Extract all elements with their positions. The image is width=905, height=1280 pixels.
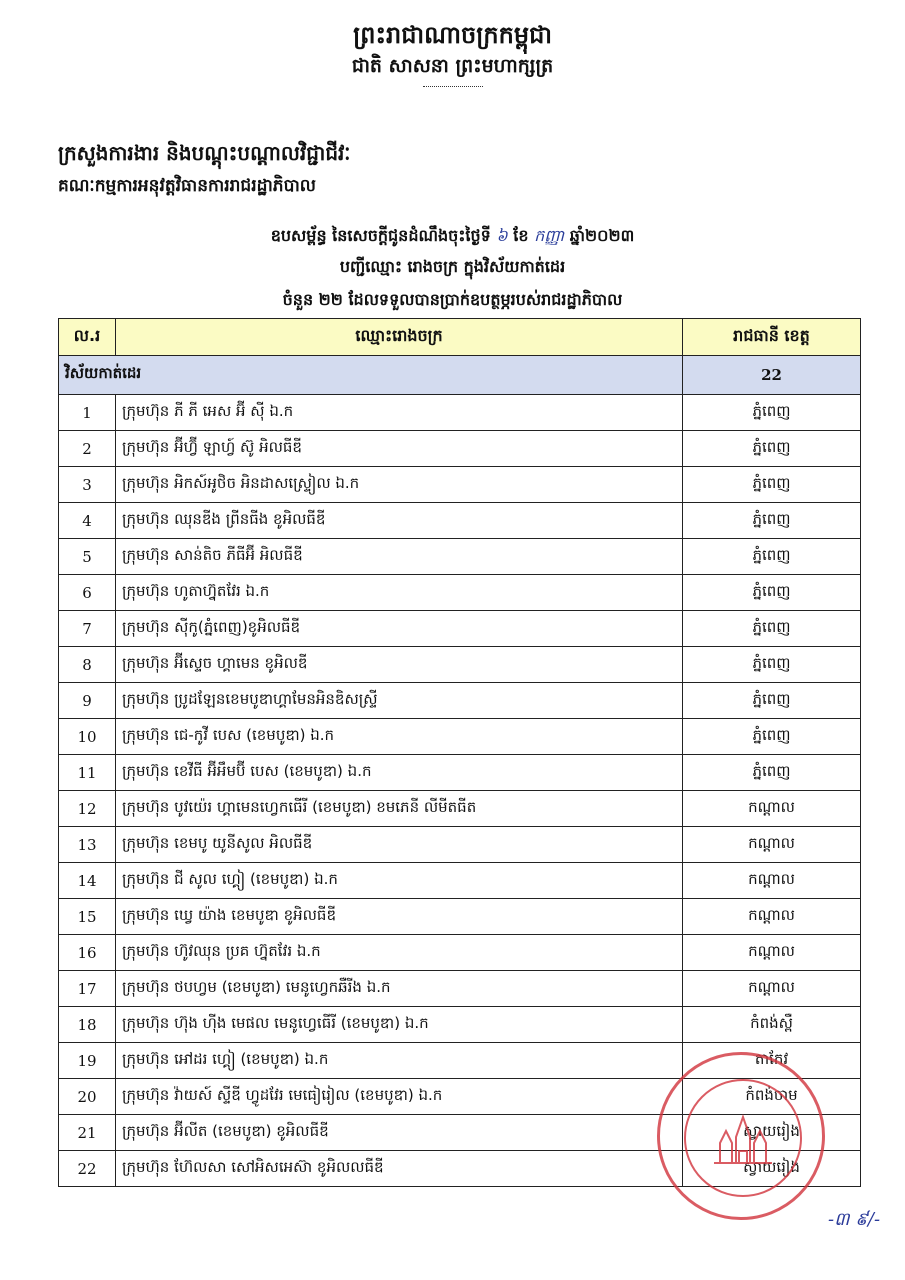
factory-name: ក្រុមហ៊ុន ភី ភី អេស អ៊ី ស៊ី ឯ.ក (116, 395, 683, 431)
row-number: 22 (59, 1151, 116, 1187)
factory-name: ក្រុមហ៊ុន ហ៊ែលសា សៅអិសអេស៊ា ខូអិលលធីឌី (116, 1151, 683, 1187)
factory-name: ក្រុមហ៊ុន បូវយ៉េរ ហ្គាមេនហ្វេកធើរី (ខេមបូឌា) ខមភេនី លីមីតធីត (116, 791, 683, 827)
factory-name: ក្រុមហ៊ុន អ៊ីស្ទេច ហ្គាមេន ខូអិលឌី (116, 647, 683, 683)
official-seal (657, 1052, 825, 1220)
province-name: កំពង់ចាម (683, 1079, 861, 1115)
province-name: កំពង់ស្ពឺ (683, 1007, 861, 1043)
header-factory-name: ឈ្មោះរោងចក្រ (116, 319, 683, 356)
page-number-mark: -៣ ៩/- (828, 1209, 881, 1230)
row-number: 2 (59, 431, 116, 467)
sector-label: វិស័យកាត់ដេរ (59, 356, 683, 395)
row-number: 13 (59, 827, 116, 863)
table-row (59, 683, 861, 719)
factory-name: ក្រុមហ៊ុន ជេ-កូវី បេស (ខេមបូឌា) ឯ.ក (116, 719, 683, 755)
row-number: 20 (59, 1079, 116, 1115)
row-number: 11 (59, 755, 116, 791)
table-row (59, 647, 861, 683)
factory-name: ក្រុមហ៊ុន ជី សូល ហ្គៀ (ខេមបូឌា) ឯ.ក (116, 863, 683, 899)
province-name: ស្វាយរៀង (683, 1151, 861, 1187)
table-row (59, 755, 861, 791)
factory-name: ក្រុមហ៊ុន ប្រូដឡែនខេមបូឌាហ្គាមែនអិនឌិសស្ទ្រី (116, 683, 683, 719)
table-row (59, 575, 861, 611)
table-row (59, 899, 861, 935)
row-number: 6 (59, 575, 116, 611)
province-name: ស្វាយរៀង (683, 1115, 861, 1151)
annex-line-3: ចំនួន ២២ ដែលទទួលបានប្រាក់ឧបត្ថម្ភរបស់រាជរដ្ឋាភិបាល (282, 290, 623, 309)
row-number: 19 (59, 1043, 116, 1079)
table-row (59, 431, 861, 467)
committee-name: គណៈកម្មការអនុវត្តវិធានការរាជរដ្ឋាភិបាល (58, 176, 316, 196)
annex-month-label: ខែ (513, 226, 529, 245)
province-name: តាកែវ (683, 1043, 861, 1079)
factory-name: ក្រុមហ៊ុន សាន់តិច ភីធីអ៊ី អិលធីឌី (116, 539, 683, 575)
province-name: ភ្នំពេញ (683, 395, 861, 431)
annex-year: ឆ្នាំ២០២៣ (569, 226, 635, 245)
row-number: 7 (59, 611, 116, 647)
province-name: ភ្នំពេញ (683, 539, 861, 575)
province-name: កណ្តាល (683, 899, 861, 935)
factory-name: ក្រុមហ៊ុន អ៊ីហ្វ៊ី ឡាហ្វ៍ ស៊ូ អិលធីឌី (116, 431, 683, 467)
table-row (59, 791, 861, 827)
table-row (59, 467, 861, 503)
row-number: 4 (59, 503, 116, 539)
header-divider (423, 86, 483, 87)
row-number: 16 (59, 935, 116, 971)
factory-name: ក្រុមហ៊ុន ហ៊ុង ហ៊ីង មេផល មេនូហ្វេធើរី (ខេមបូឌា) ឯ.ក (116, 1007, 683, 1043)
province-name: កណ្តាល (683, 827, 861, 863)
row-number: 15 (59, 899, 116, 935)
table-header-row (59, 319, 861, 356)
row-number: 8 (59, 647, 116, 683)
row-number: 18 (59, 1007, 116, 1043)
ministry-name: ក្រសួងការងារ និងបណ្តុះបណ្តាលវិជ្ជាជីវៈ (58, 141, 351, 165)
header-number: ល.រ (59, 319, 116, 356)
row-number: 10 (59, 719, 116, 755)
province-name: ភ្នំពេញ (683, 719, 861, 755)
factory-name: ក្រុមហ៊ុន ខេមបូ យូនីសូល អិលធីឌី (116, 827, 683, 863)
row-number: 21 (59, 1115, 116, 1151)
seal-inner-ring (684, 1079, 802, 1197)
factory-name: ក្រុមហ៊ុន ស៊ីកូ(ភ្នំពេញ)ខូអិលធីឌី (116, 611, 683, 647)
national-motto: ជាតិ សាសនា ព្រះមហាក្សត្រ (351, 55, 554, 77)
province-name: ភ្នំពេញ (683, 575, 861, 611)
factory-name: ក្រុមហ៊ុន អិកស៍អូថិច អិនដាសស្ទ្រៀល ឯ.ក (116, 467, 683, 503)
annex-line-1 (0, 225, 905, 249)
annex-prefix: ឧបសម្ព័ន្ធ នៃសេចក្តីជូនដំណឹងចុះថ្ងៃទី (270, 226, 491, 245)
sector-row (59, 356, 861, 395)
row-number: 14 (59, 863, 116, 899)
province-name: ភ្នំពេញ (683, 611, 861, 647)
table-row (59, 827, 861, 863)
factory-name: ក្រុមហ៊ុន វ៉ាយស៍ ស្ទីឌី ហ្វូដវែរ មេធៀរៀល (ខេមបូឌា) ឯ.ក (116, 1079, 683, 1115)
province-name: ភ្នំពេញ (683, 683, 861, 719)
province-name: កណ្តាល (683, 935, 861, 971)
province-name: កណ្តាល (683, 791, 861, 827)
row-number: 12 (59, 791, 116, 827)
factory-name: ក្រុមហ៊ុន ឃ្វេ យ៉ាង ខេមបូឌា ខូអិលធីឌី (116, 899, 683, 935)
factory-name: ក្រុមហ៊ុន ខេវីធី អ៊ីអឹមប៊ី បេស (ខេមបូឌា) ឯ.ក (116, 755, 683, 791)
factory-name: ក្រុមហ៊ុន ហ៊ូវឈុន ប្រគ ហ្វ៊ុតវែរ ឯ.ក (116, 935, 683, 971)
temple-emblem-icon (710, 1113, 776, 1165)
header-province: រាជធានី ខេត្ត (683, 319, 861, 356)
province-name: ភ្នំពេញ (683, 503, 861, 539)
factory-name: ក្រុមហ៊ុន ថបហ្វម (ខេមបូឌា) មេនូហ្វេកឆឺរីង ឯ.ក (116, 971, 683, 1007)
table-row (59, 503, 861, 539)
table-row (59, 395, 861, 431)
province-name: កណ្តាល (683, 863, 861, 899)
table-row (59, 971, 861, 1007)
province-name: កណ្តាល (683, 971, 861, 1007)
province-name: ភ្នំពេញ (683, 755, 861, 791)
row-number: 17 (59, 971, 116, 1007)
row-number: 5 (59, 539, 116, 575)
kingdom-title: ព្រះរាជាណាចក្រកម្ពុជា (353, 21, 552, 49)
row-number: 3 (59, 467, 116, 503)
table-row (59, 1007, 861, 1043)
factory-name: ក្រុមហ៊ុន ឈុនឌីង ព្រីនធីង ខូអិលធីឌី (116, 503, 683, 539)
table-row (59, 611, 861, 647)
row-number: 1 (59, 395, 116, 431)
sector-count: 22 (683, 356, 861, 395)
annex-day: ៦ (496, 226, 508, 245)
province-name: ភ្នំពេញ (683, 431, 861, 467)
factory-name: ក្រុមហ៊ុន ហូតាហ្វ៊ុតវែរ ឯ.ក (116, 575, 683, 611)
annex-month: កញ្ញា (534, 226, 565, 245)
table-row (59, 935, 861, 971)
row-number: 9 (59, 683, 116, 719)
table-row (59, 863, 861, 899)
factory-name: ក្រុមហ៊ុន អៅដរ ហ្គៀ (ខេមបូឌា) ឯ.ក (116, 1043, 683, 1079)
table-row (59, 539, 861, 575)
province-name: ភ្នំពេញ (683, 467, 861, 503)
document-header (0, 18, 905, 87)
factory-name: ក្រុមហ៊ុន អ៊ីលីត (ខេមបូឌា) ខូអិលធីឌី (116, 1115, 683, 1151)
province-name: ភ្នំពេញ (683, 647, 861, 683)
annex-line-2: បញ្ជីឈ្មោះ រោងចក្រ ក្នុងវិស័យកាត់ដេរ (339, 257, 566, 276)
table-row (59, 719, 861, 755)
